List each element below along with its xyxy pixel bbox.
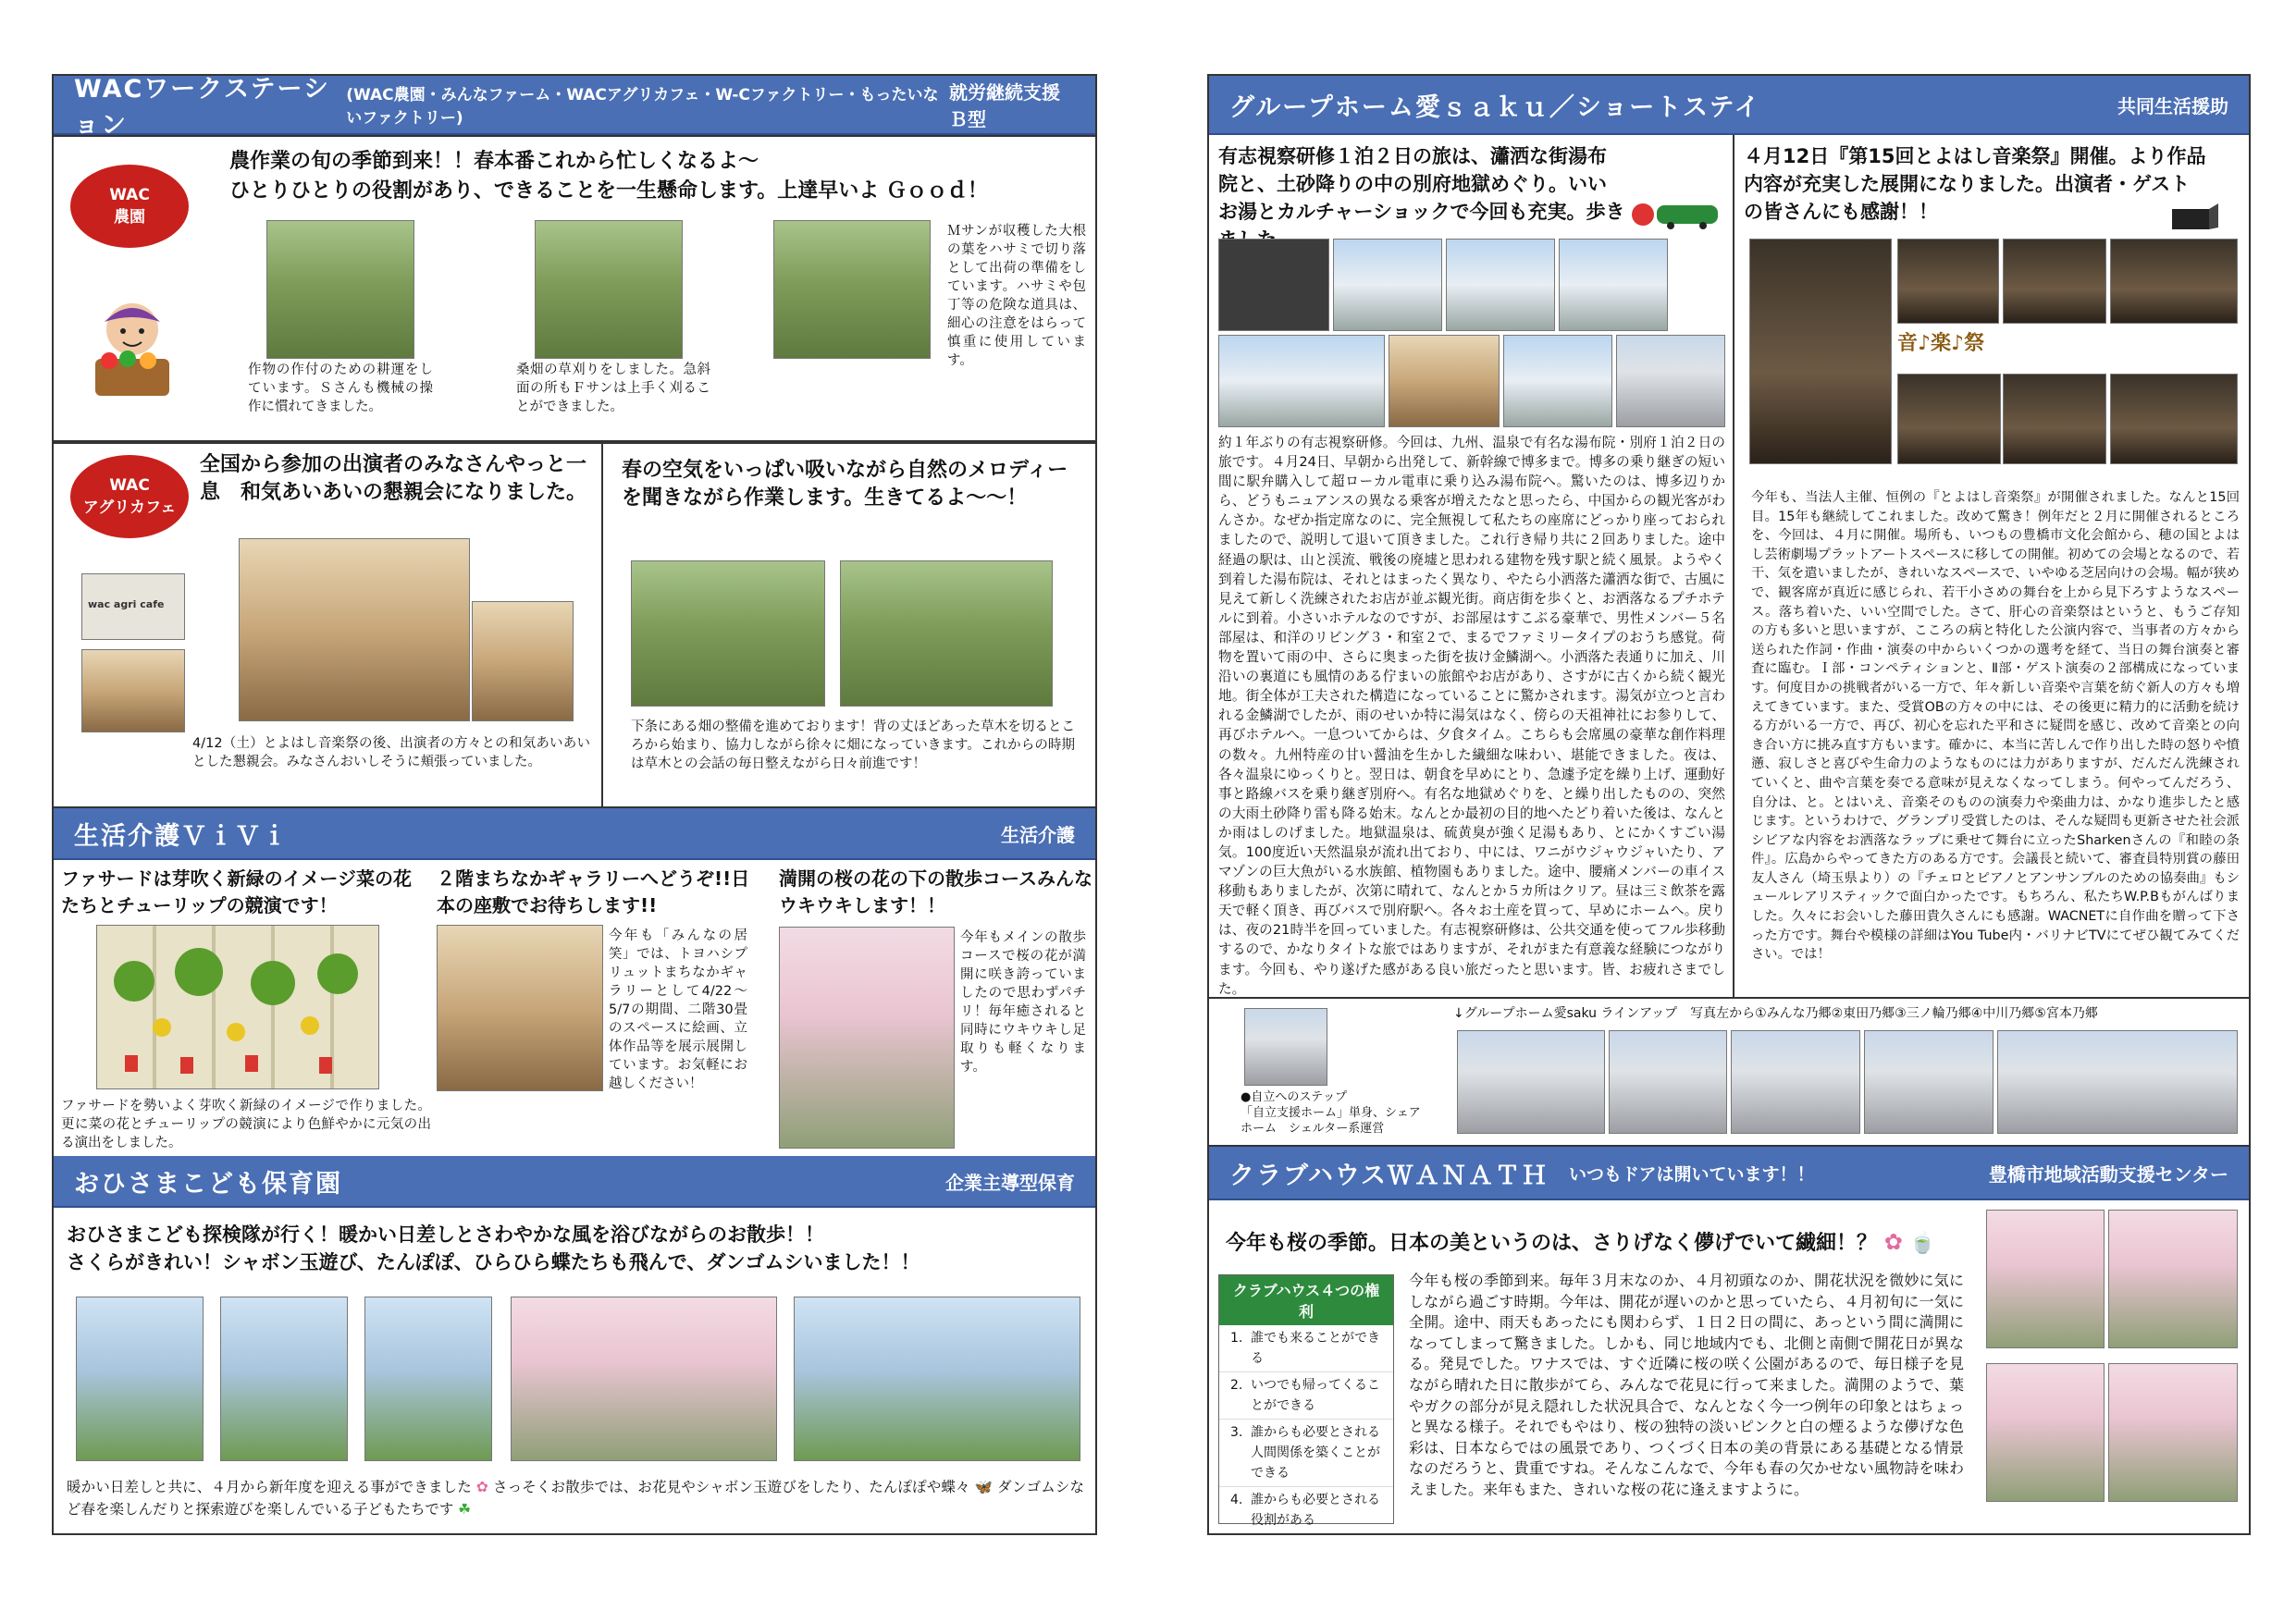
left-page [52, 74, 1097, 1535]
ohisama-caption-1: 暖かい日差しと共に、４月から新年度を迎える事ができました [67, 1479, 472, 1495]
butterfly-icon: 🦋 [974, 1479, 994, 1495]
photo-street-2 [1446, 239, 1555, 331]
right-item-number: 4. [1230, 1493, 1243, 1507]
photo-street-1 [1333, 239, 1442, 331]
saku-fest-headline: ４月12日『第15回とよはし音楽祭』開催。より作品内容が充実した展開になりました。出演者・ゲストの皆さんにも感謝！！ [1744, 145, 2206, 223]
wac-farm-caption-3: Ｍサンが収穫した大根の葉をハサミで切り落として出荷の準備をしています。ハサミや包丁等の危険な道具は、細心の注意をはらって慎重に使用しています。 [947, 224, 1086, 368]
tea-icon: 🍵 [1909, 1232, 1935, 1255]
photo-sakura-member-2 [1986, 1363, 2105, 1502]
photo-step-house [1244, 1008, 1327, 1086]
photo-child-hat [794, 1297, 1080, 1461]
photo-sakura-member-1 [2108, 1210, 2238, 1348]
photo-home-4 [1864, 1030, 1994, 1134]
vivi-content [54, 860, 1095, 1156]
vivi-col2-caption: 今年も「みんなの居笑」では、トヨハシプリュットまちなかギャラリーとして4/22～5/7の期間、二階30畳のスペースに絵画、立体作品等を展示展開しています。お気軽にお越しください！ [609, 928, 747, 1091]
wac-farm-caption-2: 桑畑の草刈りをしました。急斜面の所もＦサンは上手く刈ることができました。 [516, 363, 710, 414]
right-item-text: 誰からも必要とされる人間関係を築くことができる [1251, 1425, 1380, 1481]
flower-icon: ✿ [475, 1479, 488, 1495]
photo-home-3 [1731, 1030, 1860, 1134]
right-item [1219, 1372, 1393, 1420]
saku-title: グループホーム愛ｓａｋｕ／ショートステイ [1229, 92, 1761, 122]
photo-field-1 [631, 560, 825, 707]
saku-section-header [1209, 76, 2249, 135]
photo-cafe-inside [81, 649, 185, 732]
photo-stage-4 [1897, 374, 2001, 464]
photo-child-3 [364, 1297, 492, 1461]
photo-rickshaw [1559, 239, 1668, 331]
sakura-icon: ✿ [1883, 1229, 1903, 1255]
photo-group-stroller [511, 1297, 777, 1461]
right-page [1207, 74, 2251, 1535]
step-caption [1241, 1089, 1426, 1137]
wac-type: 就労継続支援Ｂ型 [949, 81, 1060, 130]
wanath-type: 豊橋市地域活動支援センター [1988, 1162, 2228, 1186]
right-item-number: 3. [1230, 1425, 1243, 1440]
right-item-text: いつでも帰ってくることができる [1251, 1378, 1380, 1413]
right-item [1219, 1325, 1393, 1372]
wac-field-caption: 下条にある畑の整備を進めております！背の丈ほどあった草木を切るところから始まり、協力しながら徐々に畑になっていきます。これからの時期は草木との会話の毎日整えながら日々前進です！ [631, 719, 1075, 771]
right-item [1219, 1420, 1393, 1487]
photo-mowing [535, 220, 683, 359]
wac-section-header [54, 75, 1095, 140]
wac-cafe-headline: 全国から参加の出演者のみなさんやっと一息 和気あいあいの懇親会になりました。 [200, 453, 587, 504]
right-item [1219, 1487, 1393, 1533]
wac-subtitle: (WAC農園・みんなファーム・WACアグリカフェ・W-Cファクトリー・もったいないファクトリー) [346, 86, 939, 128]
photo-radish [773, 220, 931, 359]
clover-icon: ☘ [458, 1501, 472, 1518]
photo-guests [472, 601, 574, 721]
tulip-mural-icon [97, 926, 379, 1089]
farmer-icon [81, 294, 183, 405]
photo-inn-sign [1218, 239, 1329, 331]
wanath-headline-text: 今年も桜の季節。日本の美というのは、さりげなく儚げでいて繊細！？ [1226, 1232, 1878, 1255]
train-icon [1629, 194, 1722, 231]
photo-field-2 [840, 560, 1053, 707]
vivi-type: 生活介護 [1001, 823, 1075, 846]
badge-line: WAC [109, 476, 150, 495]
ohisama-content [54, 1208, 1095, 1533]
photo-child-1 [76, 1297, 204, 1461]
wac-field-box [603, 442, 1095, 808]
wanath-title: クラブハウスＷＡＮＡＴＨ [1229, 1161, 1549, 1190]
ohisama-type: 企業主導型保育 [945, 1171, 1075, 1194]
ohisama-headline-2: さくらがきれい！シャボン玉遊び、たんぽぽ、ひらひら蝶たちも飛んで、ダンゴムシいました！！ [67, 1251, 920, 1273]
saku-lineup [1209, 999, 2249, 1147]
photo-onsen [1503, 335, 1612, 427]
photo-stage-3 [2110, 239, 2238, 324]
wac-cafe-badge [70, 455, 189, 538]
rights-title: クラブハウス４つの権利 [1219, 1275, 1393, 1325]
vivi-col2-headline: ２階まちなかギャラリーへどうぞ!!日本の座敷でお待ちします!! [437, 867, 750, 916]
right-item-number: 1. [1230, 1331, 1243, 1346]
wanath-headline [1226, 1228, 1984, 1258]
saku-trip-body: 約１年ぶりの有志視察研修。今回は、九州、温泉で有名な湯布院・別府１泊２日の旅です。４月24日、早朝から出発して、新幹線で博多まで。博多の乗り継ぎの短い間に駅弁購入して超ローカル電車に乗り込み湯布院へ。驚いたのは、博多辺りから、どうもニュアンスの異なる乗客が増えたなと思ったら、中国からの観光客がわんさか。なぜか指定席なのに、完全無視して私たちの座席にどっかり座っておられましたので、説明して退いて頂きました。これ行き帰り共に２回ありました。途中経過の駅は、山と渓流、戦後の廃墟と思われる建物を残す駅と続く風景。ようやく到着した湯布院は、それとはまったく異なり、やたら小洒落た瀟洒な街で、古風に見えて新しく洗練されたお店が並ぶ観光街。商店街を歩くと、お洒落なるプチホテルに到着。小さいホテルなのですが、お部屋はすこぶる豪華で、男性メンバー５名部屋は、和洋のリビング３・和室２で、まるでファミリータイプのおうち感覚。荷物を置いて雨の中、さらに奥まった街を抜け金鱗湖へ。小洒落た表通りに加え、川沿いの裏道にも風情のある佇まいの旅館やお店があり、さすがに古くから続く観光地。街全体が工夫された構造になっていることに驚かされます。湯気が立つと言われる金鱗湖でしたが、雨のせいか特に湯気はなく、傍らの天祖神社にお参りして、再びホテルへ。一息ついてからは、夕食タイム。こちらも会席風の豪華な創作料理の数々。九州特産の甘い醤油を生かした繊細な味わい、堪能できました。夜は、各々温泉にゆっくりと。翌日は、朝食を早めにとり、急遽予定を繰り上げ、運動好事と路線バスを乗り継ぎ別府へ。有名な地獄めぐりを、と繰り出したものの、突然の大雨土砂降り雷も降る始末。なんとか最初の目的地へたどり着いた後は、なんとか雨はしのげました。地獄温泉は、硫黄臭が強く足湯もあり、とにかくすごい湯気。100度近い天然温泉が流れ出ており、中には、ワニがウジャウジャいたり、アマゾンの巨大魚がいる水族館、植物園もありました。途中、腰痛メンバーの車イス移動もありましたが、次第に晴れて、なんとか５カ所はクリア。昼は三ミ飲茶を露天で軽く頂き、再びバスで別府駅へ。各々お土産を買って、早めにホームへ。戻りは、夜の21時半を回っていました。有志視察研修は、公共交通を使ってフル歩移動するので、かなりタイトな旅ではありますが、それがまた有意義な経験につながります。今回も、やり遂げた感がある良い旅だったと思います。皆、お疲れさまでした。 [1218, 435, 1725, 997]
wanath-content [1209, 1200, 2249, 1533]
badge-line: アグリカフェ [82, 498, 177, 517]
photo-stage-6 [2110, 374, 2238, 464]
photo-home-5 [1997, 1030, 2238, 1134]
clubhouse-rights-box [1218, 1274, 1394, 1528]
ohisama-title: おひさまこども保育園 [74, 1169, 342, 1199]
right-item-text: 誰からも必要とされる役割がある [1251, 1493, 1380, 1528]
saku-trip-headline: 有志視察研修１泊２日の旅は、瀟洒な街湯布院と、土砂降りの中の別府地獄めぐり。いいお湯とカルチャーショックで今回も充実。歩き [1218, 145, 1625, 223]
step-caption-1: ●自立へのステップ [1241, 1090, 1348, 1104]
photo-tatami-room [437, 925, 603, 1091]
wanath-section-header [1209, 1147, 2249, 1200]
photo-singer [1749, 239, 1892, 464]
photo-cafe-front [81, 573, 185, 640]
right-item-text: 誰でも来ることができる [1251, 1331, 1380, 1366]
music-instrument-icon [2167, 200, 2223, 237]
wac-farm-headline-2: ひとりひとりの役割があり、できることを一生懸命します。上達早いよ Ｇｏｏｄ！ [229, 179, 988, 203]
vivi-col1-caption: ファサードを勢いよく芽吹く新緑のイメージで作りました。更に菜の花とチューリップの競演により色鮮やかに元気の出る演出をしました。 [61, 1099, 431, 1150]
wac-farm-badge [70, 165, 189, 248]
photo-sakura-tree [1986, 1210, 2105, 1348]
photo-stage-1 [1897, 239, 1999, 324]
wac-field-headline: 春の空気をいっぱい吸いながら自然のメロディーを聞きながら作業します。生きてるよ～～！ [622, 459, 1068, 510]
ohisama-section-header [54, 1156, 1095, 1208]
vivi-section-header [54, 808, 1095, 860]
wac-farm-caption-1: 作物の作付のための耕運をしています。Ｓさんも機械の操作に慣れてきました。 [248, 363, 433, 414]
saku-type: 共同生活援助 [2117, 94, 2228, 117]
badge-line: 農園 [114, 208, 145, 227]
wac-cafe-caption: 4/12（土）とよはし音楽祭の後、出演者の方々との和気あいあいとした懇親会。みなさんおいしそうに頬張っていました。 [192, 736, 590, 769]
lineup-caption: ↓グループホーム愛saku ラインアップ 写真左から①みんな乃郷②東田乃郷③三ノ輪乃郷④中川乃郷⑤宮本乃郷 [1453, 1006, 2098, 1021]
right-item-number: 2. [1230, 1378, 1243, 1393]
vivi-col3-caption: 今年もメインの散歩コースで桜の花が満開に咲き誇っていましたので思わずパチリ！毎年癒されると同時にウキウキし足取りも軽くなります。 [960, 930, 1086, 1075]
cafe-sign: wac agri cafe [88, 598, 165, 610]
step-caption-3: ホーム シェルター系運営 [1241, 1122, 1385, 1136]
wac-title: WACワークステーション [74, 75, 330, 140]
photo-tiller [266, 220, 414, 359]
wac-farm-headline-1: 農作業の旬の季節到来！！春本番これから忙しくなるよ～ [229, 150, 759, 173]
fest-logo: 音♪楽♪祭 [1897, 331, 1985, 355]
wanath-body: 今年も桜の季節到来。毎年３月末なのか、４月初頭なのか、開花状況を微妙に気にしながら過ごす時期。今年は、開花が遅いのかと思っていたら、４月初旬に一気に全開。途中、雨天もあったにも関わらず、１日２日の間に、あっという間に満開になってしまって驚きました。しかも、同じ地域内でも、北側と南側で開花日が異なる。発見でした。ワナスでは、すぐ近隣に桜の咲く公園があるので、毎日様子を見ながら晴れた日に散歩がてら、みんなで花見に行って来ました。満開のようで、葉やガクの部分が見え隠れした状況具合で、なんとなく今一つ例年の印象とはちょっと異なる様子。それでもやはり、桜の独特の淡いピンクと白の煙るような儚げな色彩は、日本ならではの風景であり、つくづく日本の美の背景にある基礎となる情景なのだろうと、貴重ですね。そんなこんなで、今年も春の欠かせない風物詩を味わえました。来年もまた、きれいな桜の花に逢えますように。 [1409, 1272, 1964, 1498]
ohisama-caption [67, 1476, 1084, 1520]
photo-sakura-member-3 [2108, 1363, 2238, 1502]
wac-farm-box [54, 135, 1095, 442]
photo-home-1 [1457, 1030, 1605, 1134]
vivi-title: 生活介護ＶｉＶｉ [74, 821, 289, 851]
photo-facade [96, 925, 379, 1089]
photo-dinner [1389, 335, 1500, 427]
photo-group-trip [1218, 335, 1385, 427]
badge-line: WAC [109, 186, 150, 204]
photo-stage-5 [2003, 374, 2106, 464]
photo-cherry-walk [779, 927, 955, 1149]
photo-stage-2 [2003, 239, 2106, 324]
ohisama-headline-1: おひさまこども探検隊が行く！暖かい日差しとさわやかな風を浴びながらのお散歩！！ [67, 1223, 824, 1246]
saku-fest-body: 今年も、当法人主催、恒例の『とよはし音楽祭』が開催されました。なんと15回目。15年も継続してこれました。改めて驚き！例年だと２月に開催されるところを、今回は、４月に開催。場所も、いつもの豊橋市文化会館から、穂の国とよはし芸術劇場プラットアートスペースに移しての開催。初めての会場となるので、若干、気を遣いましたが、きれいなスペースで、いやゆる芝居向けの会場。幅が狭めで、観客席が真近に感じられ、若干小さめの舞台を上から見下ろすようなスペース。落ち着いた、いい空間でした。さて、肝心の音楽祭はというと、もうご存知の方も多いと思いますが、こころの病と特化した公演内容で、当事者の方々から送られた作詞・作曲・演奏の中からいくつかの選考を経て、当日の舞台演奏と審査に臨む。Ｉ部・コンペティションと、Ⅱ部・ゲスト演奏の２部構成になっています。何度目かの挑戦者がいる一方で、年々新しい音楽や言葉を紡ぐ新人の方々も増えてきています。また、受賞OBの方々の中には、その後更に精力的に活動を続ける方がいる一方で、再び、初心を忘れた平和さに疑問を感じ、改めて音楽との向き合い方に挑み直す方もいます。確かに、本当に苦しんで作り出した時の怒りや憤懣、寂しさと喜びや生命力のようなものには力がありますが、だんだん洗練されていくと、曲や言葉を奏でる意味が見えなくなってしまう。何やってんだろう、自分は、と。とはいえ、音楽そのものの演奏力や楽曲力は、かなり進歩したと感じます。というわけで、グランプリ受賞したのは、そんな疑問も更新させた社会派シビアな内容をお洒落なラップに乗せて舞台に立ったSharkenさんの『和睦の条件』。広島からやってきた方のある方です。会議長と続いて、審査員特別賞の藤田友人さん（埼玉県より）の『チェロとピアノとアンサンブルのための協奏曲』もシュールレアリスティックで面白かったです。もちろん、私たちW.P.Bもがんばりました。久々にお会いした藤田貴久さんにも感謝。WACNETに自作曲を贈って下さった方です。舞台や模様の詳細はYou Tube内・バリナビTVにてぜひ観てみてください。では！ [1751, 490, 2240, 963]
photo-shop [1616, 335, 1725, 427]
step-caption-2: 「自立支援ホーム」単身、シェア [1241, 1106, 1421, 1120]
vivi-col1-headline: ファサードは芽吹く新緑のイメージ菜の花たちとチューリップの競演です！ [61, 867, 412, 916]
wac-cafe-box [54, 442, 603, 808]
photo-child-2 [220, 1297, 348, 1461]
photo-home-2 [1609, 1030, 1727, 1134]
ohisama-caption-2: さっそくお散歩では、お花見やシャボン玉遊びをしたり、たんぽぽや蝶々 [492, 1479, 970, 1495]
saku-fest-box [1734, 135, 2249, 999]
ohisama-caption-3: ダンゴムシなど春を楽しんだりと探索遊びを楽しんでいる子どもたちです [67, 1479, 1084, 1518]
saku-trip-box [1209, 135, 1734, 999]
vivi-col3-headline: 満開の桜の花の下の散歩コースみんなウキウキします！！ [779, 867, 1092, 916]
wanath-tagline: いつもドアは開いています！！ [1569, 1163, 1815, 1185]
photo-gathering [239, 538, 470, 721]
